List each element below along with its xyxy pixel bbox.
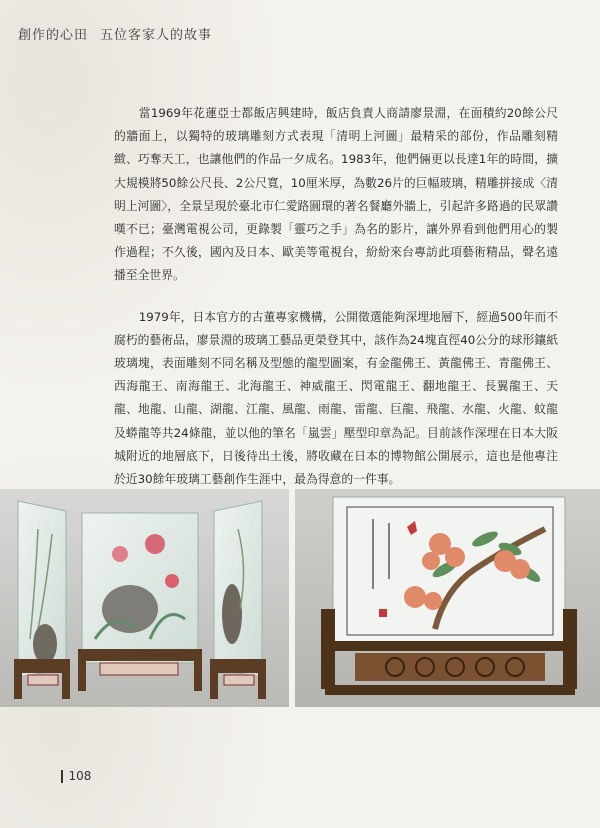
peach-screen-illustration <box>295 489 600 707</box>
photo-glass-peach-screen <box>295 489 600 707</box>
chapter-title: 五位客家人的故事 <box>100 28 213 43</box>
paragraph: 1979年，日本官方的古董專家機構，公開徵選能夠深埋地層下，經過500年而不腐朽的藝術品，廖景淵的玻璃工藝品更榮登其中，該作為24塊直徑40公分的球形鑲紙玻璃塊，表面雕刻不同名稱及型態的龍型圖案，有金龍佛王、黃龍佛王、青龍佛王、西海龍王、南海龍王、北海龍王、神威龍王、閃電龍王、翻地龍王、長翼龍王、天龍、地龍、山龍、湖龍、江龍、風龍、雨龍、雷龍、巨龍、飛龍、水龍、火龍、蚊龍及蟒龍等共24條龍，並以他的筆名「嵐雲」壓型印章為記。目前該作深埋在日本大阪城附近的地層底下，日後待出土後，將收藏在日本的博物館公開展示，這也是他專注於近30餘年玻璃工藝創作生涯中，最為得意的一件事。 <box>114 309 558 487</box>
page-number-bar <box>61 770 63 783</box>
book-title: 創作的心田 <box>18 28 89 43</box>
folding-screen-illustration <box>0 489 289 707</box>
page-number-text: 108 <box>68 769 92 783</box>
article-body <box>114 102 558 509</box>
page-number <box>61 769 91 783</box>
photo-glass-folding-screen <box>0 489 289 707</box>
paragraph: 當1969年花蓮亞士都飯店興建時，飯店負責人商請廖景淵，在面積約20餘公尺的牆面上，以獨特的玻璃雕刻方式表現「清明上河圖」最精采的部份，作品雕刻精緻、巧奪天工，也讓他們的作品一夕成名。1983年，他們倆更以長達1年的時間，擴大規模將50餘公尺長、2公尺寬，10厘米厚，為數26片的巨幅玻璃，精雕拼接成〈清明上河圖〉，全景呈現於臺北市仁愛路圓環的著名餐廳外牆上，引起許多路過的民眾讚嘆不已；臺灣電視公司，更錄製「靈巧之手」為名的影片，讓外界看到他們用心的製作過程；不久後，國內及日本、歐美等電視台，紛紛來台專訪此項藝術精品，聲名遠播至全世界。 <box>114 106 558 283</box>
running-header <box>18 24 212 43</box>
